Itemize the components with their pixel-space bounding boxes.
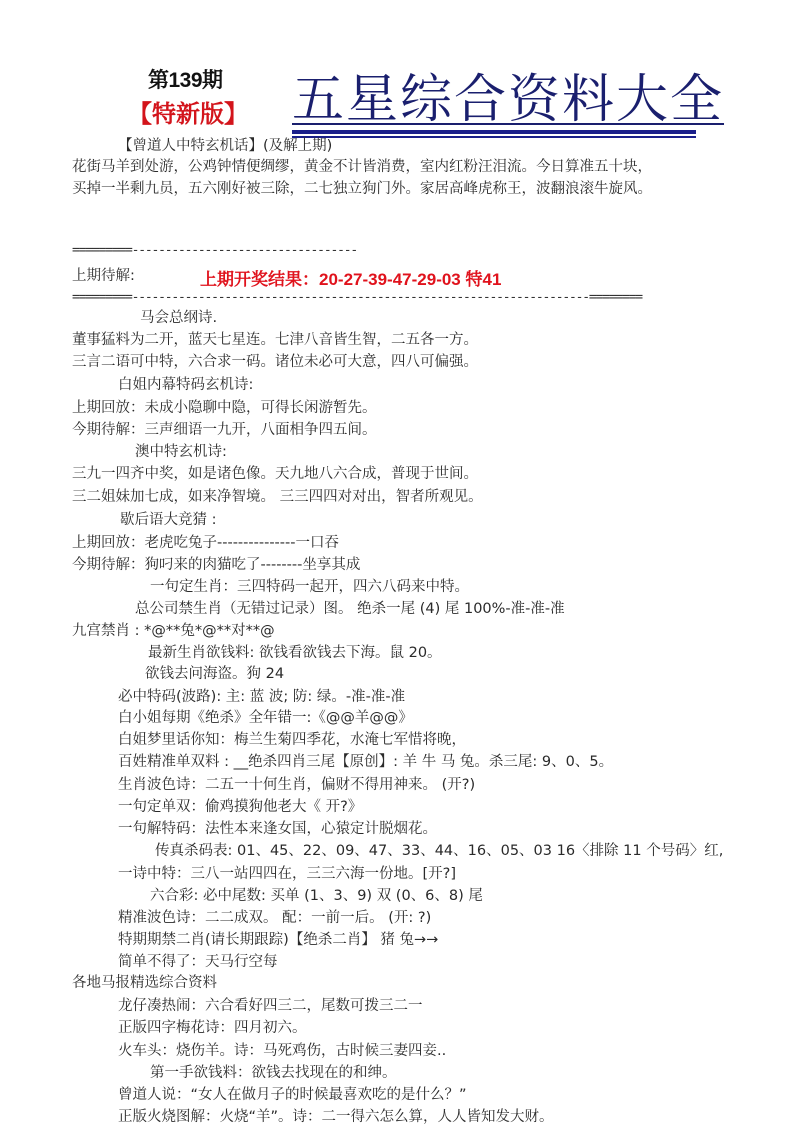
content-line: 九宫禁肖 : *@**兔*@**对**@ <box>72 623 275 639</box>
content-line: 最新生肖欲钱料: 欲钱看欲钱去下海。鼠 20。 <box>148 645 442 661</box>
content-line: 简单不得了：天马行空每 <box>118 954 278 970</box>
title-underline-thick <box>292 130 696 134</box>
content-line: 歇后语大竞猜 : <box>120 512 217 528</box>
content-line: 今期待解：狗叼来的肉猫吃了--------坐享其成 <box>72 557 361 573</box>
content-line: 龙仔凑热闹：六合看好四三二，尾数可拨三二一 <box>118 998 423 1014</box>
content-line: 董事猛料为二开，蓝天七星连。七津八音皆生智，二五各一方。 <box>72 332 478 348</box>
content-line: 马会总纲诗. <box>140 310 218 326</box>
content-line: 精准波色诗：二二成双。 配：一前一后。 (开: ?) <box>118 910 432 926</box>
content-line: 三言二语可中特，六合求一码。诸位未必可大意，四八可偏强。 <box>72 354 478 370</box>
content-line: 上期回放：未成小隐聊中隐，可得长闲游暂先。 <box>72 400 377 416</box>
intro-line-1: 花街马羊到处游，公鸡钟情便绸缪，黄金不计皆消费，室内红粉汪泪流。今日算准五十块， <box>72 159 652 175</box>
title-underline-thin <box>292 136 696 138</box>
result-text: 上期开奖结果：20-27-39-47-29-03 特41 <box>200 270 502 289</box>
content-line: 必中特码(波路): 主: 蓝 波; 防: 绿。-准-准-准 <box>118 689 406 705</box>
content-line: 白姐梦里话你知：梅兰生菊四季花，水淹七军惜将晚， <box>118 732 466 748</box>
content-line: 一句解特码：法性本来逢女国，心猿定计脱烟花。 <box>118 821 437 837</box>
content-line: 三九一四齐中奖，如是诸色像。天九地八六合成，普现于世间。 <box>72 466 478 482</box>
separator-full: =========---------------------------------------------------------------------======== <box>72 290 642 305</box>
content-line: 特期期禁二肖(请长期跟踪)【绝杀二肖】 猪 兔→→ <box>118 932 439 948</box>
edition-label: 【特新版】 <box>128 99 248 128</box>
separator-top: =========---------------------------------- <box>72 243 357 258</box>
content-line: 白小姐每期《绝杀》全年错一:《@@羊@@》 <box>118 710 413 726</box>
content-line: 火车头：烧伤羊。诗：马死鸡伤，古时候三妻四妾.. <box>118 1043 447 1059</box>
page-title: 五星综合资料大全 <box>292 70 725 130</box>
content-line: 一句定生肖：三四特码一起开，四六八码来中特。 <box>150 579 469 595</box>
content-line: 曾道人说：“女人在做月子的时候最喜欢吃的是什么？” <box>118 1087 467 1103</box>
issue-number: 第139期 <box>148 69 223 92</box>
content-line: 一句定单双：偷鸡摸狗他老大《 开?》 <box>118 799 363 815</box>
content-line: 正版火烧图解：火烧“羊”。诗：二一得六怎么算，人人皆知发大财。 <box>118 1109 554 1125</box>
content-line: 生肖波色诗：二五一十何生肖，偏财不得用神来。 (开?) <box>118 777 476 793</box>
content-line: 总公司禁生肖（无错过记录）图。 绝杀一尾 (4) 尾 100%-准-准-准 <box>135 601 565 617</box>
content-line: 三二姐妹加七成，如来净智境。 三三四四对对出，智者所观见。 <box>72 489 483 505</box>
content-line: 上期回放：老虎吃兔子---------------一口吞 <box>72 535 339 551</box>
content-line: 百姓精准单双料 : __绝杀四肖三尾【原创】: 羊 牛 马 兔。杀三尾: 9、0、5。 <box>118 754 614 770</box>
content-line: 今期待解：三声细语一九开，八面相争四五间。 <box>72 422 377 438</box>
content-line: 传真杀码表: 01、45、22、09、47、33、44、16、05、03 16〈排除 11 个号码〉红, <box>155 843 724 859</box>
intro-line-2: 买掉一半剩九员，五六刚好被三除，二七独立狗门外。家居高峰虎称王，波翻浪滚牛旋风。 <box>72 181 652 197</box>
intro-heading: 【曾道人中特玄机话】(及解上期) <box>118 138 333 154</box>
content-line: 第一手欲钱料：欲钱去找现在的和绅。 <box>150 1065 397 1081</box>
content-line: 正版四字梅花诗：四月初六。 <box>118 1020 307 1036</box>
content-line: 六合彩: 必中尾数: 买单 (1、3、9) 双 (0、6、8) 尾 <box>150 888 483 904</box>
content-line: 一诗中特：三八一站四四在，三三六海一份地。[开?] <box>118 866 457 882</box>
content-line: 欲钱去问海盗。狗 24 <box>145 666 285 682</box>
content-line: 澳中特玄机诗: <box>135 444 227 460</box>
content-line: 各地马报精选综合资料 <box>72 975 217 991</box>
content-line: 白姐内幕特码玄机诗: <box>118 377 254 393</box>
result-label: 上期待解: <box>72 268 135 284</box>
